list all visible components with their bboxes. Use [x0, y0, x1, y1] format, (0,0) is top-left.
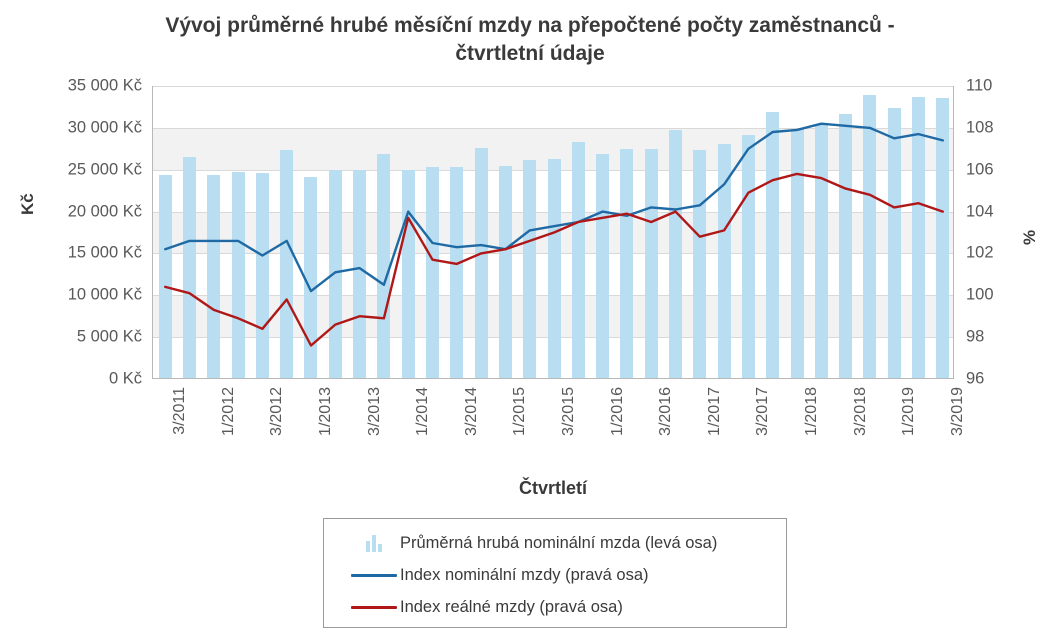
y-axis-right-tick-label: 100 — [966, 285, 994, 304]
x-axis-tick-label: 1/2018 — [803, 387, 821, 436]
legend-label-nominal-index: Index nominální mzdy (pravá osa) — [400, 565, 649, 584]
x-axis-tick-label: 3/2013 — [365, 387, 383, 436]
y-axis-left-tick-label: 30 000 Kč — [67, 118, 142, 137]
x-axis-tick-label: 3/2017 — [754, 387, 772, 436]
chart-legend — [323, 518, 787, 628]
x-axis-tick-label: 3/2019 — [948, 387, 966, 436]
y-axis-right-tick-label: 96 — [966, 369, 985, 388]
x-axis-tick-label: 1/2012 — [219, 387, 237, 436]
y-axis-left-tick-label: 35 000 Kč — [67, 76, 142, 95]
y-axis-left-tick-label: 15 000 Kč — [67, 243, 142, 262]
x-axis-tick-label: 1/2016 — [608, 387, 626, 436]
x-axis-tick-label: 3/2015 — [560, 387, 577, 436]
line-nominal-index — [165, 124, 943, 291]
x-axis-tick-label: 1/2019 — [900, 387, 918, 436]
plot-area — [152, 86, 954, 379]
y-axis-right-tick-label: 104 — [966, 202, 994, 221]
y-axis-right-tick-label: 110 — [966, 76, 993, 95]
y-axis-left-tick-label: 5 000 Kč — [76, 327, 142, 346]
legend-label-real-index: Index reálné mzdy (pravá osa) — [400, 597, 623, 616]
legend-item-real-index — [324, 591, 786, 623]
line-series-overlay — [153, 86, 955, 379]
x-axis-tick-label: 1/2013 — [316, 387, 334, 436]
x-axis-tick-label: 1/2014 — [414, 387, 432, 436]
y-axis-right-tick-label: 98 — [966, 327, 985, 346]
chart-title: Vývoj průměrné hrubé měsíční mzdy na přepočtené počty zaměstnanců - čtvrtletní údaje — [165, 14, 895, 66]
x-axis-tick-label: 1/2017 — [705, 387, 723, 436]
x-axis-tick-label: 3/2018 — [851, 387, 869, 436]
legend-line-swatch-real-icon — [348, 595, 400, 619]
x-axis-tick-label: 3/2014 — [462, 387, 480, 436]
y-axis-left-tick-label: 25 000 Kč — [67, 160, 142, 179]
y-axis-right-tick-label: 106 — [966, 160, 994, 179]
y-axis-left-tick-label: 10 000 Kč — [67, 285, 142, 304]
x-axis-tick-label: 1/2015 — [511, 387, 529, 436]
x-axis-tick-label: 3/2011 — [171, 387, 189, 435]
legend-line-swatch-nominal-icon — [348, 563, 400, 587]
y-axis-left-tick-label: 20 000 Kč — [67, 202, 142, 221]
y-axis-left-title: Kč — [18, 193, 37, 215]
legend-item-nominal-index — [324, 559, 786, 591]
line-real-index — [165, 174, 943, 346]
legend-label-nominal-wage: Průměrná hrubá nominální mzda (levá osa) — [400, 533, 718, 552]
y-axis-right-tick-label: 102 — [966, 243, 994, 262]
legend-bar-swatch-icon — [348, 531, 400, 555]
y-axis-left-tick-label: 0 Kč — [108, 369, 142, 388]
y-axis-right-title: % — [1020, 229, 1039, 245]
y-axis-right-tick-label: 108 — [966, 118, 994, 137]
x-axis-title: Čtvrtletí — [518, 478, 587, 498]
x-axis-tick-label: 3/2016 — [657, 387, 675, 436]
legend-item-bar — [324, 527, 786, 559]
x-axis-tick-label: 3/2012 — [268, 387, 286, 436]
